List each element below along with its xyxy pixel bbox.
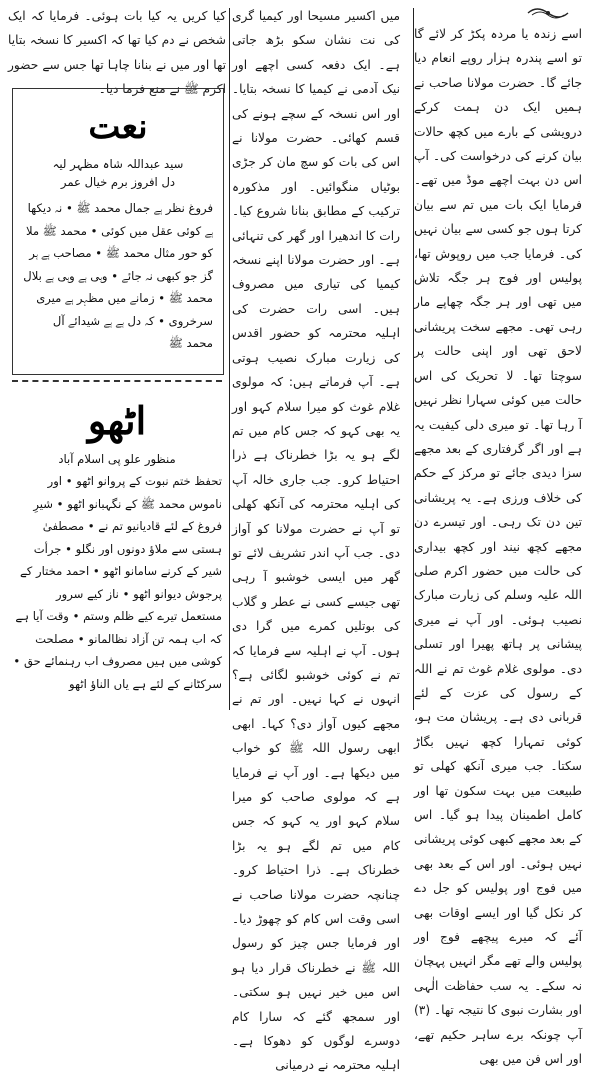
poem-verses: تحفظ ختم نبوت کے پروانو اٹھو • اور ناموس محمد ﷺ کے نگہبانو اٹھو • شیرِ فروغ کے لئے قادیانیو تم نے • مصطفیٰ ہستی سے ملاؤ دونوں اور نگلو • جرأت شیر کے کرنے سامانو اٹھو • احمد مختار کے پرجوش دیوانو اٹھو • ناز کیے سرور مستعمل تیرے کیے ظلم وستم • وقت آیا ہے کہ اب ہمہ تن آزاد نظالمانو • مصلحت کوشی میں ہیں مصروف اب رہنمائے حق • سرکٹانے کے لئے ہے یاں الناؤ اٹھو [13, 474, 222, 691]
left-column-intro: کیا کریں یہ کیا بات ہوئی۔ فرمایا کہ ایک شخص نے دم کیا تھا کہ اکسیر کا نسخہ بتایا تھا اور میں نے بنانا چاہا تھا جس سے حضور اکرم ﷺ نے منع فرما دیا۔ [8, 9, 226, 97]
poem-heading: اٹھو [87, 398, 147, 443]
naat-verses: فروغ نظر ہے جمال محمد ﷺ • نہ دیکھا ہے کوئی عقل میں کوئی • محمد ﷺ ملا کو حور مثال محمد ﷺ • مصاحب ہے ہر گز جو کبھی نہ جائے • وہی ہے وہی ہے بلال محمد ﷺ • زمانے میں مظہر ہے میری سرخروی • کہ دل ہے ہے شیدائے آل محمد ﷺ [23, 201, 213, 350]
naat-author-line-2: دل افروز برم خیال عمر [60, 175, 176, 189]
article-column-left [8, 0, 226, 97]
naat-box [12, 88, 224, 375]
naat-poem [23, 197, 213, 355]
middle-column-text: میں اکسیر مسیحا اور کیمیا گری کی نت نشان سکو بڑھ جاتی ہے۔ ایک دفعہ کسی اچھے اور نیک آدمی نے کیمیا کا نسخہ بتایا۔ اور اس نسخہ کے سچے ہونے کی قسم کھائی۔ حضرت مولانا نے اس کی بات کو سچ مان کر جڑی بوٹیاں منگوائیں۔ اور مذکورہ ترکیب کے مطابق بنانا شروع کیا۔ رات کا اندھیرا اور گھر کی تنہائی ہے۔ اور حضرت مولانا اپنے نسخہ کیمیا کی تیاری میں مصروف ہیں۔ اسی رات حضرت کی اہلیہ محترمہ کو حضور اقدس کی زیارت مبارک نصیب ہوتی ہے۔ آپ فرماتے ہیں: کہ مولوی غلام غوث کو میرا سلام کہو اور یہ بھی کہو کہ جس کام میں تم لگے ہو یہ بڑا خطرناک ہے ذرا احتیاط کرو۔ جب جاری خالہ آپ کی اہلیہ محترمہ کی آنکھ کھلی تو آپ نے حضرت مولانا کو آواز دی۔ جب آپ اندر تشریف لائے تو گھر میں ایسی خوشبو آ رہی تھی جیسے کسی نے عطر و گلاب کی بوتلیں کمرے میں گرا دی ہوں۔ آپ نے اہلیہ سے فرمایا کہ تم نے کوئی خوشبو لگائی ہے؟ انہوں نے کہا نہیں۔ اور تم نے مجھے کیوں آواز دی؟ کہا۔ ابھی ابھی رسول اللہ ﷺ کو خواب میں دیکھا ہے۔ اور آپ نے فرمایا ہے کہ مولوی صاحب کو میرا سلام کہو اور یہ کہو کہ جس کام میں تم لگے ہو یہ بڑا خطرناک ہے۔ ذرا احتیاط کرو۔ چنانچہ حضرت مولانا صاحب نے اسی وقت اس کام کو چھوڑ دیا۔ اور فرمایا جس چیز کو رسول اللہ ﷺ نے خطرناک قرار دیا ہو اس میں خیر نہیں ہو سکتی۔ اور سمجھ گئے کہ سارا کام دوسرے لوگوں کو دھوکا ہے۔ اہلیہ محترمہ نے درمیانی [232, 9, 400, 1073]
poem-body [12, 470, 222, 714]
naat-author: سید عبداللہ شاہ مظہر لیہ [52, 157, 184, 171]
article-column-middle [232, 0, 400, 1073]
right-column-text: اسے زندہ یا مردہ پکڑ کر لائے گا تو اسے پندرہ ہزار روپے انعام دیا جائے گا۔ حضرت مولانا صاحب نے ہمیں ایک دن ہمت کرکے درویشی کے بارے میں کچھ حالات بیان کرنے کی درخواست کی۔ آپ اس دن بہت اچھے موڈ میں تھے۔ فرمایا ایک بات میں تم سے بیان کرتا ہوں جو کسی سے بیان نہیں کی۔ فرمایا جب میں روپوش تھا، پولیس اور فوج ہر جگہ تلاش میں تھی اور ہر جگہ چھاپے مار رہی تھی۔ مجھے سخت پریشانی لاحق تھی اور اپنی حالت پر سوچتا تھا۔ لا تحریک کی اس حالت میں کوئی سہارا نظر نہیں آ رہا تھا۔ تو میری دلی کیفیت یہ ہے اور اگر گرفتاری کے بعد مجھے سزا دیدی جائے تو مرکز کے حکم کی خلاف ورزی ہے۔ یہ پریشانی تین دن تک رہی۔ اور تیسرے دن مجھے کچھ نیند اور کچھ بیداری کی حالت میں حضور اکرم صلی اللہ علیہ وسلم کی زیارت مبارک نصیب ہوئی۔ اور آپ نے میری پیشانی پر ہاتھ پھیرا اور تسلی دی۔ مولوی غلام غوث تم نے اللہ کے رسول کی عزت کے لئے قربانی دی ہے۔ پریشان مت ہو، کوئی تمہارا کچھ نہیں بگاڑ سکتا۔ جب میری آنکھ کھلی تو طبیعت میں بہت سکون تھا اور کامل اطمینان پیدا ہو گیا۔ اس کے بعد مجھے کبھی کوئی پریشانی نہیں ہوئی۔ اور اس کے بعد بھی میں فوج اور پولیس کو جل دے کر نکل گیا اور ایسے اوقات بھی آئے کہ میرے پیچھے فوج اور پولیس والے تھے مگر انہیں پہچان نہ سکے۔ یہ سب حفاظت الٰہی اور بشارت نبوی کا نتیجہ تھا۔ (۳) آپ چونکہ برے ساہر حکیم تھے، اور اس فن میں بھی [414, 27, 582, 1067]
poem-byline: منظور علو پی اسلام آباد [58, 452, 176, 466]
article-column-right [414, 0, 582, 1067]
naat-heading: نعت [88, 107, 148, 147]
column-rule-left [229, 8, 230, 710]
naat-byline [21, 155, 215, 191]
divider-dashed [12, 380, 222, 382]
